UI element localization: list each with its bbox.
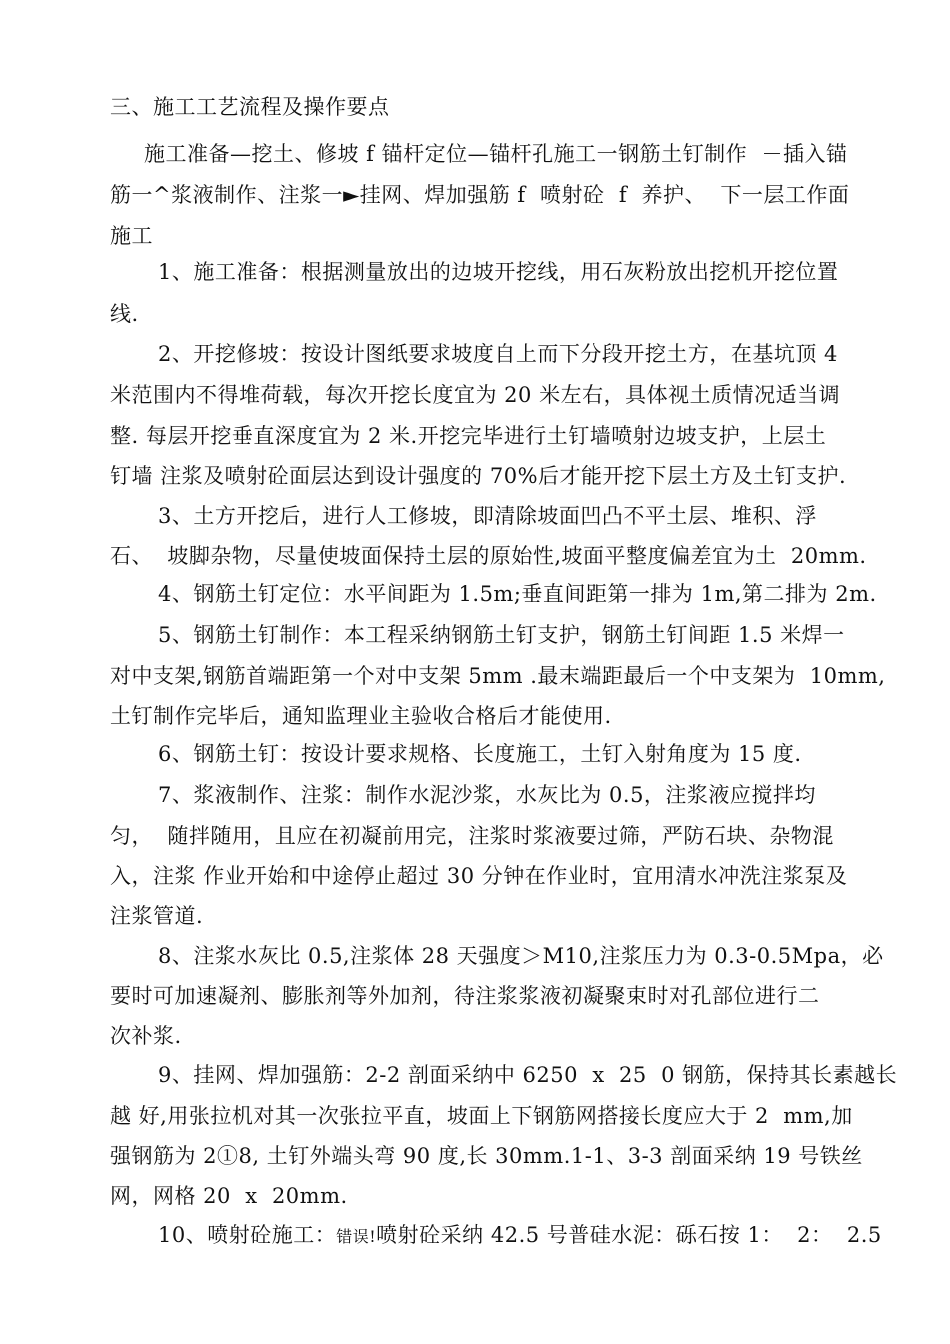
item-9-line-1: 9、挂网、焊加强筋：2-2 剖面采纳中 6250 x 25 0 钢筋，保持其长素越长 <box>158 1063 898 1087</box>
item-10-rest: 喷射砼采纳 42.5 号普硅水泥：砾石按 1： 2： 2.5 <box>376 1223 882 1247</box>
item-8-line-2: 要时可加速凝剂、膨胀剂等外加剂，待注浆浆液初凝聚束时对孔部位进行二 <box>110 984 820 1008</box>
item-5-line-3: 土钉制作完毕后，通知监理业主验收合格后才能使用. <box>110 704 612 728</box>
item-8-line-1: 8、注浆水灰比 0.5,注浆体 28 天强度＞M10,注浆压力为 0.3-0.5Mpa，必 <box>158 944 884 968</box>
flow-line-1: 施工准备—挖土、修坡 f 锚杆定位—锚杆孔施工一钢筋土钉制作 －插入锚 <box>144 142 848 166</box>
item-2-line-3: 整. 每层开挖垂直深度宜为 2 米.开挖完毕进行土钉墙喷射边坡支护，上层土 <box>110 424 827 448</box>
section-heading: 三、施工工艺流程及操作要点 <box>110 95 390 119</box>
item-5-line-1: 5、钢筋土钉制作：本工程采纳钢筋土钉支护，钢筋土钉间距 1.5 米焊一 <box>158 623 845 647</box>
item-2-line-2: 米范围内不得堆荷载，每次开挖长度宜为 20 米左右，具体视土质情况适当调 <box>110 383 841 407</box>
item-1-line-1: 1、施工准备：根据测量放出的边坡开挖线，用石灰粉放出挖机开挖位置 <box>158 260 839 284</box>
item-4-line-1: 4、钢筋土钉定位：水平间距为 1.5m;垂直间距第一排为 1m,第二排为 2m. <box>158 582 877 606</box>
item-9-line-2: 越 好,用张拉机对其一次张拉平直，坡面上下钢筋网搭接长度应大于 2 mm,加 <box>110 1104 853 1128</box>
item-10-error-marker: 错误! <box>336 1227 377 1246</box>
item-2-line-1: 2、开挖修坡：按设计图纸要求坡度自上而下分段开挖土方，在基坑顶 4 <box>158 342 838 366</box>
item-1-line-2: 线. <box>110 302 139 326</box>
flow-line-3: 施工 <box>110 224 153 248</box>
item-7-line-2: 匀， 随拌随用，且应在初凝前用完，注浆时浆液要过筛，严防石块、杂物混 <box>110 824 834 848</box>
flow-line-2: 筋一^浆液制作、注浆一►挂网、焊加强筋 f 喷射砼 f 养护、 下一层工作面 <box>110 183 850 207</box>
item-3-line-1: 3、土方开挖后，进行人工修坡，即清除坡面凹凸不平土层、堆积、浮 <box>158 504 817 528</box>
item-6-line-1: 6、钢筋土钉：按设计要求规格、长度施工，土钉入射角度为 15 度. <box>158 742 802 766</box>
item-10-prefix: 10、喷射砼施工： <box>158 1223 337 1247</box>
item-10-line-1 <box>158 1222 882 1250</box>
item-9-line-3: 强钢筋为 2①8, 土钉外端头弯 90 度,长 30mm.1-1、3-3 剖面采纳 19 号铁丝 <box>110 1144 863 1168</box>
item-7-line-3: 入，注浆 作业开始和中途停止超过 30 分钟在作业时，宜用清水冲洗注浆泵及 <box>110 864 848 888</box>
item-3-line-2: 石、 坡脚杂物，尽量使坡面保持土层的原始性,坡面平整度偏差宜为土 20mm. <box>110 544 867 568</box>
item-2-line-4: 钉墙 注浆及喷射砼面层达到设计强度的 70%后才能开挖下层土方及土钉支护. <box>110 464 847 488</box>
item-9-line-4: 网，网格 20 x 20mm. <box>110 1184 348 1208</box>
item-7-line-4: 注浆管道. <box>110 904 204 928</box>
item-5-line-2: 对中支架,钢筋首端距第一个对中支架 5mm .最末端距最后一个中支架为 10mm, <box>110 664 886 688</box>
item-8-line-3: 次补浆. <box>110 1024 182 1048</box>
item-7-line-1: 7、浆液制作、注浆：制作水泥沙浆，水灰比为 0.5，注浆液应搅拌均 <box>158 783 816 807</box>
